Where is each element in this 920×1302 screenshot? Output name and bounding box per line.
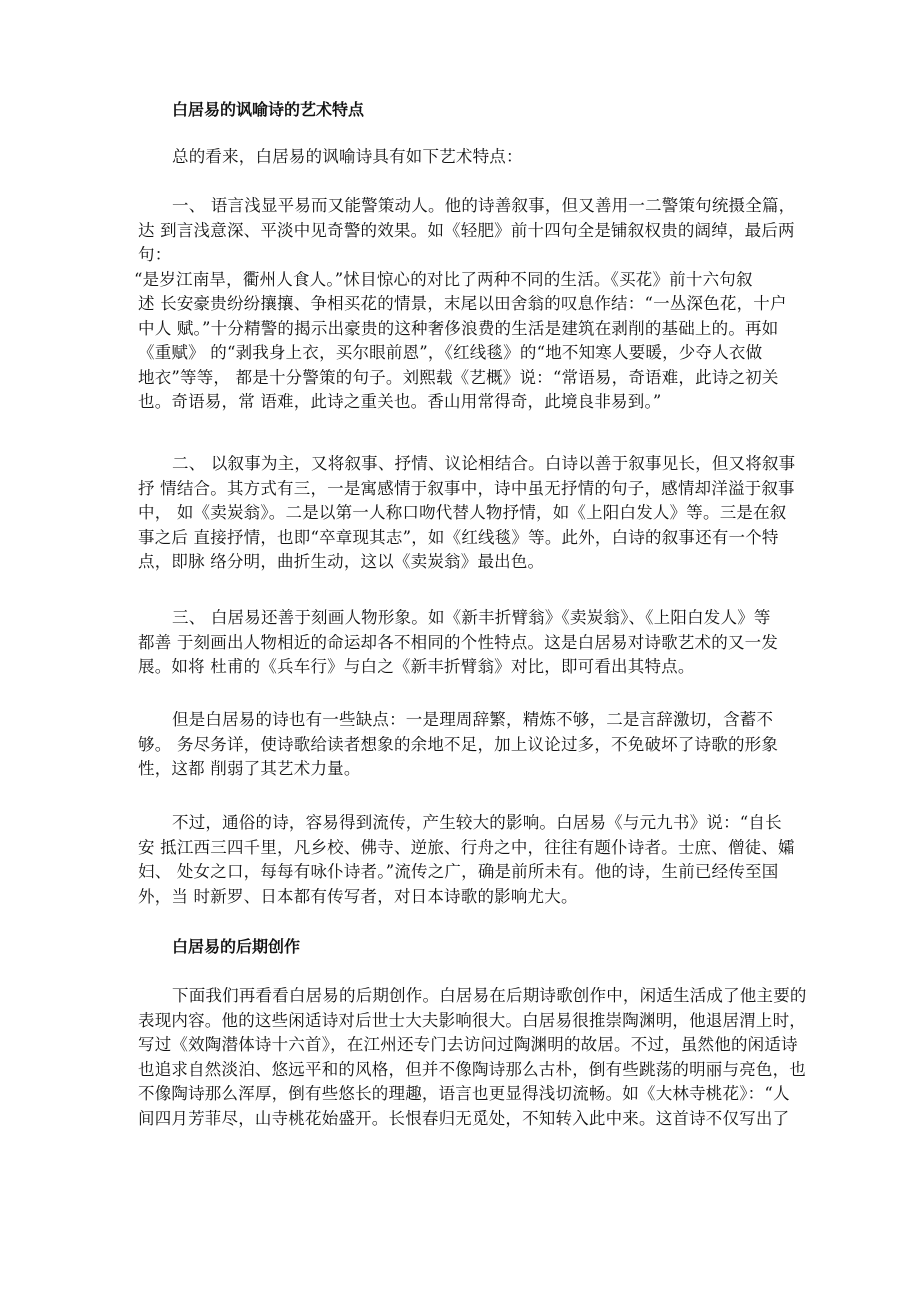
paragraph-line: 达 到言浅意深、平淡中见奇警的效果。如《轻肥》前十四句全是铺叙权贵的阔绰，最后两 bbox=[138, 220, 795, 240]
section-heading-later-works: 白居易的后期创作 bbox=[172, 937, 301, 956]
paragraph-line: “是岁江南旱，衢州人食人。”怵目惊心的对比了两种不同的生活。《买花》前十六句叙 bbox=[134, 269, 753, 289]
paragraph-later-works bbox=[138, 984, 807, 1131]
paragraph-shortcomings bbox=[138, 708, 798, 782]
paragraph-line: 述 长安豪贵纷纷攘攘、争相买花的情景，末尾以田舍翁的叹息作结：“一丛深色花，十户 bbox=[138, 294, 787, 313]
paragraph-line: 安 抵江西三四千里，凡乡校、佛寺、逆旅、行舟之中，往往有题仆诗者。士庶、僧徒、孀 bbox=[138, 837, 795, 857]
paragraph-line: 表现内容。他的这些闲适诗对后世士大夫影响很大。白居易很推崇陶渊明，他退居渭上时， bbox=[138, 1010, 806, 1030]
paragraph-line: 不像陶诗那么浑厚，倒有些悠长的理趣，语言也更显得浅切流畅。如《大林寺桃花》：“人 bbox=[138, 1084, 790, 1103]
section-heading-satirical-poetry: 白居易的讽喻诗的艺术特点 bbox=[172, 100, 365, 119]
paragraph-line: 展。如将 杜甫的《兵车行》与白之《新丰折臂翁》对比，即可看出其特点。 bbox=[138, 657, 695, 676]
paragraph-line: 不过，通俗的诗，容易得到流传，产生较大的影响。白居易《与元九书》说：“自长 bbox=[172, 813, 782, 832]
paragraph-line: 写过《效陶潜体诗十六首》，在江州还专门去访问过陶渊明的故居。不过，虽然他的闲适诗 bbox=[138, 1035, 798, 1054]
paragraph-feature-two bbox=[138, 452, 798, 575]
paragraph-line: 间四月芳菲尽，山寺桃花始盛开。长恨春归无觅处，不知转入此中来。这首诗不仅写出了 bbox=[138, 1108, 790, 1128]
paragraph-line: 一、 语言浅显平易而又能警策动人。他的诗善叙事，但又善用一二警策句统摄全篇， bbox=[172, 196, 796, 215]
paragraph-line: 也追求自然淡泊、悠远平和的风格，但并不像陶诗那么古朴，倒有些跳荡的明丽与亮色，也 bbox=[138, 1059, 806, 1079]
paragraph-line: 二、 以叙事为主，又将叙事、抒情、议论相结合。白诗以善于叙事见长，但又将叙事 bbox=[172, 454, 796, 473]
paragraph-line: 外，当 时新罗、日本都有传写者，对日本诗歌的影响尤大。 bbox=[138, 886, 578, 906]
paragraph-intro bbox=[138, 145, 798, 170]
paragraph-line: 事之后 直接抒情，也即“卒章现其志”，如《红线毯》等。此外，白诗的叙事还有一个特 bbox=[138, 527, 779, 547]
paragraph-line: 妇、 处女之口，每每有咏仆诗者。”流传之广，确是前所未有。他的诗，生前已经传至国 bbox=[138, 862, 779, 881]
paragraph-influence bbox=[138, 811, 798, 909]
paragraph-line: 地衣”等等， 都是十分警策的句子。刘熙载《艺概》说：“常语易，奇语难，此诗之初关 bbox=[138, 367, 779, 387]
paragraph-line: 《重赋》 的“剥我身上衣，买尔眼前恩”，《红线毯》的“地不知寒人要暖，少夺人衣做 bbox=[138, 343, 763, 362]
paragraph-line: 下面我们再看看白居易的后期创作。白居易在后期诗歌创作中，闲适生活成了他主要的 bbox=[172, 986, 807, 1005]
paragraph-feature-three bbox=[138, 606, 798, 680]
paragraph-line: 够。 务尽务详，使诗歌给读者想象的余地不足，加上议论过多，不免破坏了诗歌的形象 bbox=[138, 734, 779, 754]
paragraph-line: 点，即脉 络分明，曲折生动，这以《卖炭翁》最出色。 bbox=[138, 552, 545, 571]
paragraph-line: 抒 情结合。其方式有三，一是寓感情于叙事中，诗中虽无抒情的句子，感情却洋溢于叙事 bbox=[138, 478, 795, 498]
paragraph-line: 三、 白居易还善于刻画人物形象。如《新丰折臂翁》《卖炭翁》、《上阳白发人》等 bbox=[172, 608, 771, 627]
paragraph-feature-one bbox=[134, 194, 798, 415]
paragraph-line: 中， 如《卖炭翁》。二是以第一人称口吻代替人物抒情，如《上阳白发人》等。三是在叙 bbox=[138, 503, 787, 522]
paragraph-line: 都善 于刻画出人物相近的命运却各不相同的个性特点。这是白居易对诗歌艺术的又一发 bbox=[138, 632, 779, 652]
paragraph-line: 也。奇语易，常 语难，此诗之重关也。香山用常得奇，此境良非易到。” bbox=[138, 392, 662, 411]
paragraph-line: 但是白居易的诗也有一些缺点：一是理周辞繁，精炼不够，二是言辞激切，含蓄不 bbox=[172, 710, 774, 729]
paragraph-line: 总的看来，白居易的讽喻诗具有如下艺术特点： bbox=[172, 147, 523, 166]
paragraph-line: 性，这都 削弱了其艺术力量。 bbox=[138, 759, 361, 778]
paragraph-line: 句： bbox=[138, 245, 172, 264]
paragraph-line: 中人 赋。”十分精警的揭示出豪贵的这种奢侈浪费的生活是建筑在剥削的基础上的。再如 bbox=[138, 318, 779, 338]
